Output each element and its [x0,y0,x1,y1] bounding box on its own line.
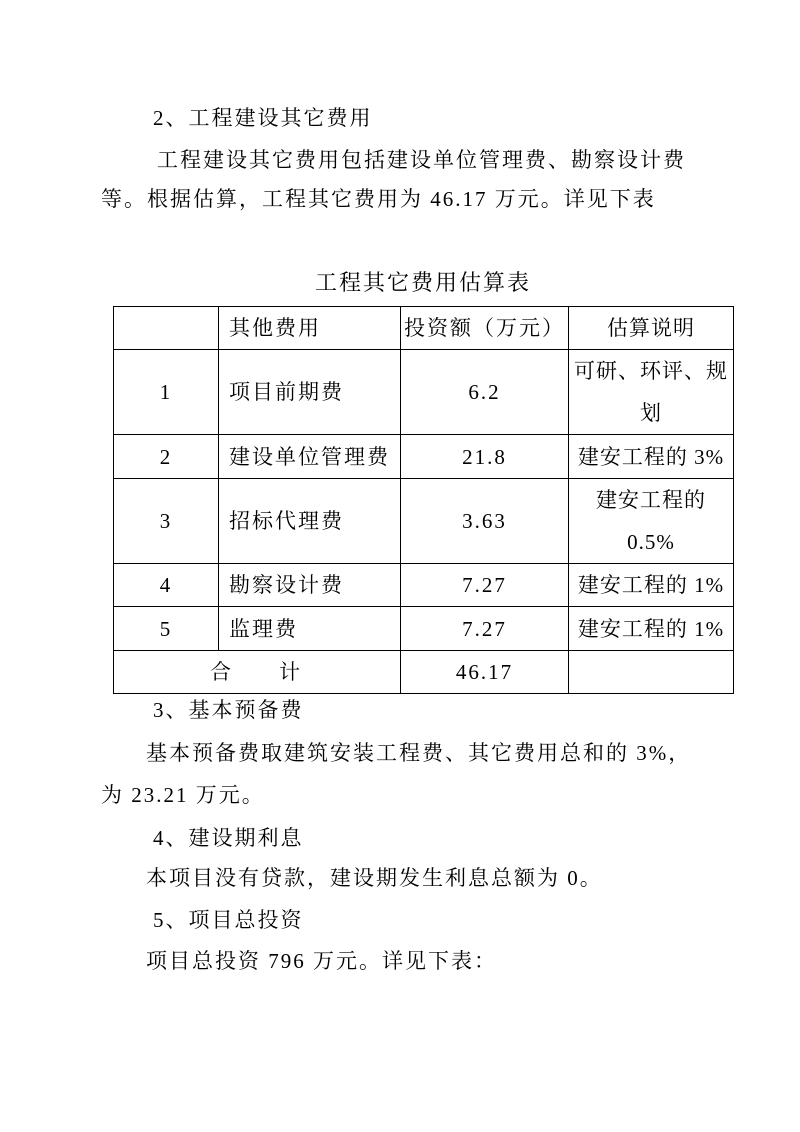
table-row [114,607,734,651]
cell-item: 建设单位管理费 [219,435,401,479]
table-row [114,564,734,607]
table-row [114,350,734,435]
section-4-paragraph-line-1: 本项目没有贷款，建设期发生利息总额为 0。 [146,866,603,890]
section-3-paragraph-line-1: 基本预备费取建筑安装工程费、其它费用总和的 3%， [146,741,692,765]
table-title: 工程其它费用估算表 [314,270,531,295]
header-cell-no [114,307,219,350]
section-3-paragraph-line-2: 为 23.21 万元。 [101,783,265,807]
cell-no: 1 [114,350,219,435]
section-2-heading: 2、工程建设其它费用 [153,106,373,130]
cell-no: 4 [114,564,219,607]
cell-no: 5 [114,607,219,651]
section-2-paragraph-line-2: 等。根据估算，工程其它费用为 46.17 万元。详见下表 [101,187,656,211]
cell-amount: 7.27 [401,607,569,651]
total-label-cell: 合 计 [114,651,401,694]
cell-note: 建安工程的 0.5% [569,479,734,564]
cell-note: 可研、环评、规划 [569,350,734,435]
table-row [114,435,734,479]
section-2-paragraph-line-1: 工程建设其它费用包括建设单位管理费、勘察设计费 [157,148,686,172]
cell-note: 建安工程的 1% [569,564,734,607]
header-cell-item: 其他费用 [219,307,401,350]
total-amount-cell: 46.17 [401,651,569,694]
table-header-row [114,307,734,350]
cell-item: 监理费 [219,607,401,651]
cell-amount: 21.8 [401,435,569,479]
cell-item: 项目前期费 [219,350,401,435]
cost-estimate-table [113,306,734,694]
table-row [114,479,734,564]
table-total-row [114,651,734,694]
cell-note: 建安工程的 3% [569,435,734,479]
cell-item: 勘察设计费 [219,564,401,607]
header-cell-note: 估算说明 [569,307,734,350]
cell-no: 2 [114,435,219,479]
section-5-paragraph-line-1: 项目总投资 796 万元。详见下表： [146,949,497,973]
section-5-heading: 5、项目总投资 [153,908,304,932]
header-cell-amount: 投资额（万元） [401,307,569,350]
cell-note: 建安工程的 1% [569,607,734,651]
section-3-heading: 3、基本预备费 [153,698,304,722]
cell-amount: 7.27 [401,564,569,607]
cell-amount: 6.2 [401,350,569,435]
total-note-cell [569,651,734,694]
cell-item: 招标代理费 [219,479,401,564]
section-4-heading: 4、建设期利息 [153,826,304,850]
cell-no: 3 [114,479,219,564]
cell-amount: 3.63 [401,479,569,564]
